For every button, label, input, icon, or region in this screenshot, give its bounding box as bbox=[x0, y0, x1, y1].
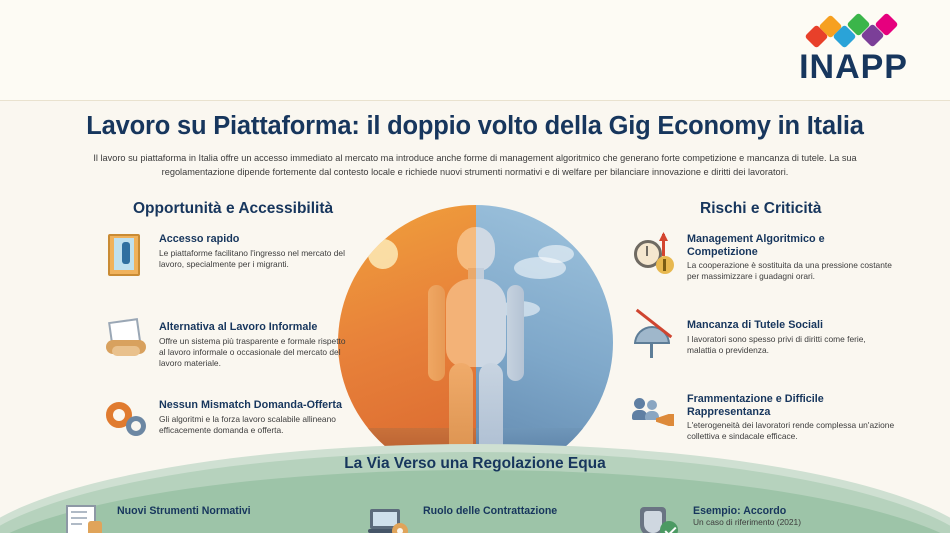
list-item bbox=[632, 318, 897, 360]
list-item bbox=[104, 320, 349, 369]
item-body: Offre un sistema più trasparente e formale rispetto al lavoro informale o occasionale del mercato del lavoro materiale. bbox=[159, 335, 346, 369]
right-column-heading: Rischi e Criticità bbox=[700, 200, 822, 217]
people-megaphone-icon bbox=[632, 392, 678, 434]
logo-text: INAPP bbox=[799, 48, 908, 86]
document-rules-icon bbox=[62, 505, 108, 533]
list-item bbox=[62, 505, 251, 533]
list-item bbox=[104, 232, 349, 274]
list-item bbox=[104, 398, 349, 440]
item-heading: Mancanza di Tutele Sociali bbox=[687, 319, 823, 331]
item-body: La cooperazione è sostituita da una pressione costante per massimizzare i guadagni orari. bbox=[687, 260, 892, 282]
item-body: Le piattaforme facilitano l'ingresso nel mercato del lavoro, specialmente per i migranti. bbox=[159, 247, 345, 269]
cloud-icon bbox=[538, 245, 574, 263]
logo-dots-icon bbox=[806, 14, 902, 48]
item-heading: Management Algoritmico e Competizione bbox=[687, 233, 825, 258]
door-exit-icon bbox=[104, 232, 150, 274]
list-item bbox=[632, 392, 897, 443]
laptop-gear-icon bbox=[368, 505, 414, 533]
item-body: Gli algoritmi e la forza lavoro scalabile allineano efficacemente domanda e offerta. bbox=[159, 413, 336, 435]
gears-icon bbox=[104, 398, 150, 440]
item-heading: Nessun Mismatch Domanda-Offerta bbox=[159, 399, 342, 411]
shield-check-icon bbox=[638, 505, 684, 533]
item-heading: Alternativa al Lavoro Informale bbox=[159, 321, 318, 333]
page-subtitle: Il lavoro su piattaforma in Italia offre un accesso immediato al mercato ma introduce anche forme di management algoritmico che generano forte competizione e mancanza di tutele. La sua regolamentazione dipende fortemente dal contesto locale e richiede nuovi strumenti normativi e di welfare per bilanciare innovazione e diritti dei lavoratori. bbox=[93, 153, 857, 177]
item-body: Un caso di riferimento (2021) bbox=[693, 517, 801, 528]
item-body: L'eterogeneità dei lavoratori rende complessa un'azione collettiva e sindacale efficace. bbox=[687, 420, 895, 442]
handshake-document-icon bbox=[104, 320, 150, 362]
item-heading: Accesso rapido bbox=[159, 233, 240, 245]
page-title: Lavoro su Piattaforma: il doppio volto della Gig Economy in Italia bbox=[86, 112, 864, 140]
road-label: La Via Verso una Regolazione Equa bbox=[344, 455, 606, 472]
item-heading: Ruolo delle Contrattazione bbox=[423, 505, 558, 517]
list-item bbox=[632, 232, 897, 283]
inapp-logo bbox=[799, 14, 908, 84]
stopwatch-arrow-icon bbox=[632, 232, 678, 274]
list-item bbox=[368, 505, 557, 533]
item-heading: Nuovi Strumenti Normativi bbox=[117, 505, 251, 517]
left-column-heading: Opportunità e Accessibilità bbox=[133, 200, 334, 217]
sun-icon bbox=[368, 239, 398, 269]
item-heading: Esempio: Accordo bbox=[693, 505, 787, 517]
umbrella-crossed-icon bbox=[632, 318, 678, 360]
list-item bbox=[638, 505, 801, 533]
item-heading: Frammentazione e Difficile Rappresentanza bbox=[687, 393, 824, 418]
item-body: I lavoratori sono spesso privi di diritti come ferie, malattia o previdenza. bbox=[687, 333, 866, 355]
